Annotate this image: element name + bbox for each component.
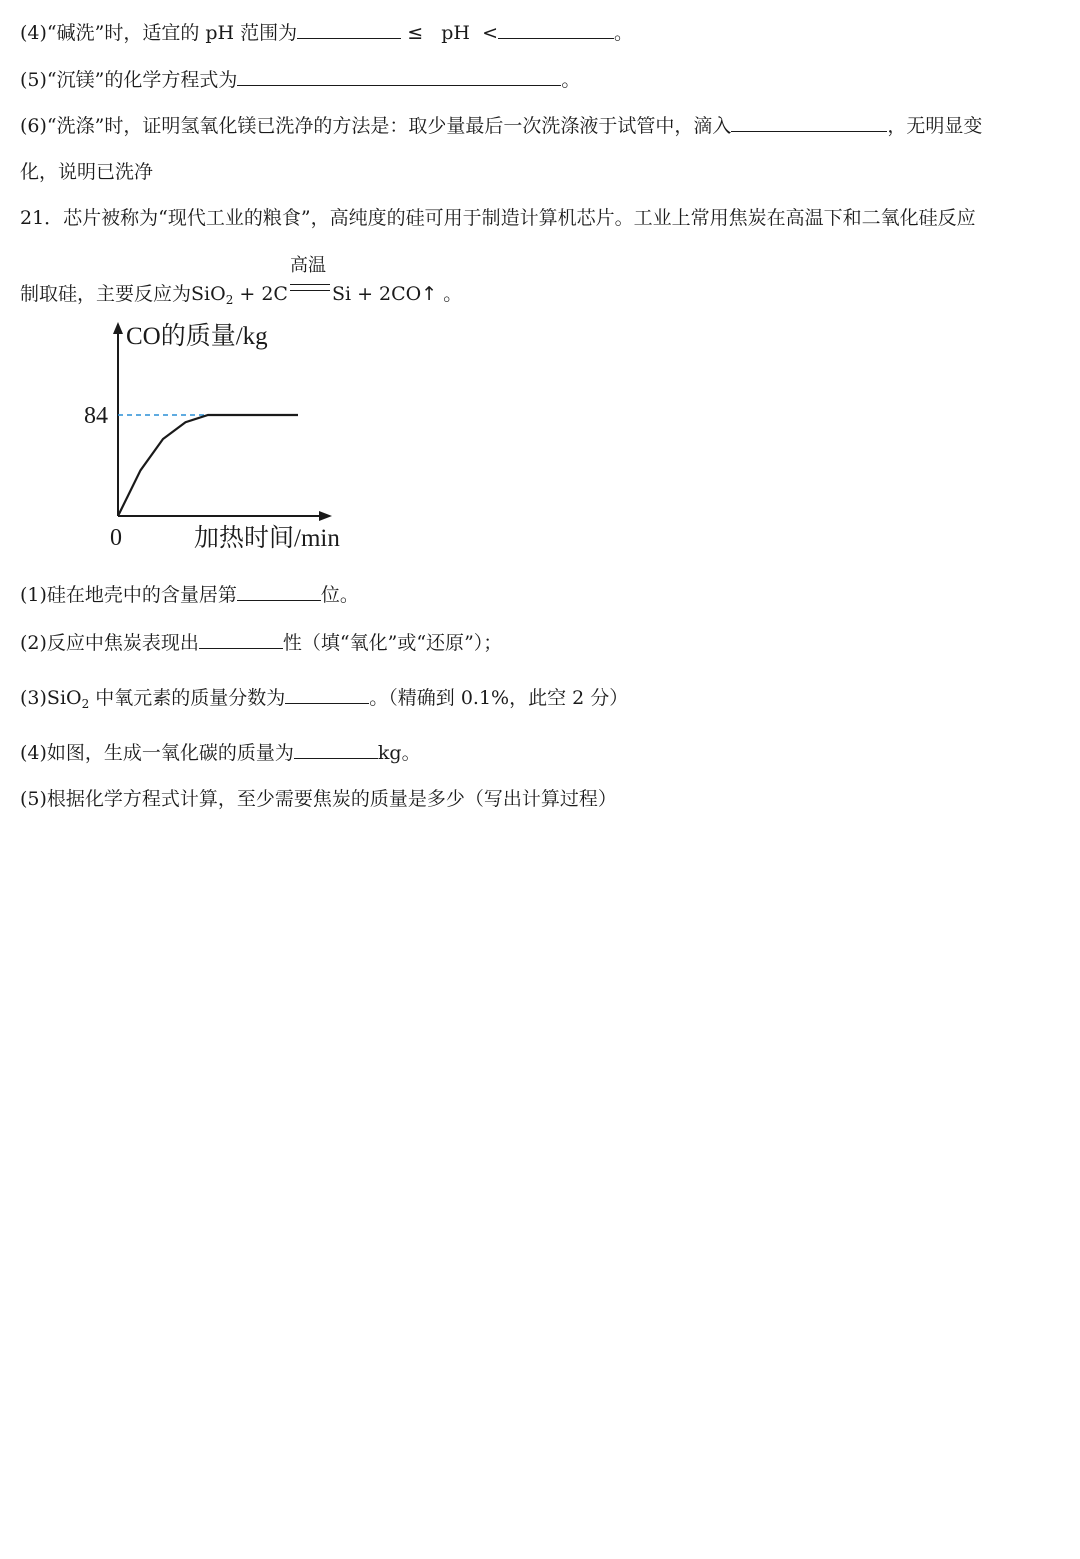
q6-blank[interactable] xyxy=(731,113,887,132)
s1-text: (1)硅在地壳中的含量居第 xyxy=(20,584,237,606)
y-tick-label: 84 xyxy=(84,403,108,429)
co-mass-chart xyxy=(70,318,370,558)
q6-cont-text: 化，说明已洗净 xyxy=(20,161,154,183)
question-4 xyxy=(20,20,633,45)
subq-4 xyxy=(20,740,421,765)
q5-end: 。 xyxy=(561,69,581,91)
q21-intro-text: 21．芯片被称为“现代工业的粮食”，高纯度的硅可用于制造计算机芯片。工业上常用焦炭在高温下和二氧化硅反应 xyxy=(20,207,976,229)
q5-text: (5)“沉镁”的化学方程式为 xyxy=(20,69,238,91)
subq-2 xyxy=(20,630,502,655)
eq-end: 。 xyxy=(437,283,463,305)
condition-label: 高温 xyxy=(289,255,326,276)
x-axis-label: 加热时间/min xyxy=(194,525,340,552)
origin-label: 0 xyxy=(110,525,122,551)
question-6 xyxy=(20,113,982,138)
subq-5 xyxy=(20,787,617,811)
s3-blank[interactable] xyxy=(285,685,369,704)
question-5 xyxy=(20,67,580,92)
y-axis-label: CO的质量/kg xyxy=(126,323,268,350)
s4-text: (4)如图，生成一氧化碳的质量为 xyxy=(20,742,294,764)
reaction-condition xyxy=(288,255,332,300)
question-21-intro xyxy=(20,206,976,230)
s1-blank[interactable] xyxy=(237,582,321,601)
gas-arrow-icon: ↑ xyxy=(421,283,438,305)
ph-text: pH xyxy=(441,22,470,44)
s2-end: 性（填“氧化”或“还原”）； xyxy=(282,632,503,654)
x-axis-arrow-icon xyxy=(319,511,332,521)
q4-text: (4)“碱洗”时，适宜的 pH 范围为 xyxy=(20,22,298,44)
s1-end: 位。 xyxy=(320,584,359,606)
eq-products: Si + 2CO xyxy=(331,283,422,305)
question-6-cont xyxy=(20,160,153,184)
s3-prefix: (3) xyxy=(20,687,47,709)
q4-blank-upper[interactable] xyxy=(498,20,614,39)
y-axis-arrow-icon xyxy=(113,322,123,334)
s3-end: 。（精确到 0.1%，此空 2 分） xyxy=(369,687,629,709)
s2-text: (2)反应中焦炭表现出 xyxy=(20,632,199,654)
s2-blank[interactable] xyxy=(199,630,283,649)
s3-sio: SiO xyxy=(46,687,82,709)
q6-mid: ，无明显变 xyxy=(887,115,983,137)
q4-end: 。 xyxy=(614,22,634,44)
eq-sio: SiO xyxy=(191,283,226,305)
s4-end: kg。 xyxy=(377,742,421,764)
s4-blank[interactable] xyxy=(294,740,378,759)
s3-sub: 2 xyxy=(81,697,90,711)
question-21-equation-line xyxy=(20,255,463,312)
subq-1 xyxy=(20,582,359,607)
eq-sub: 2 xyxy=(225,293,234,307)
q4-blank-lower[interactable] xyxy=(297,20,401,39)
co-mass-curve xyxy=(118,415,298,516)
lt-symbol: < xyxy=(482,22,498,44)
q5-blank[interactable] xyxy=(237,67,561,86)
le-symbol: ≤ xyxy=(407,22,424,44)
q6-text: (6)“洗涤”时，证明氢氧化镁已洗净的方法是：取少量最后一次洗涤液于试管中，滴入 xyxy=(20,115,732,137)
equal-sign-icon xyxy=(290,284,330,291)
subq-3 xyxy=(20,685,628,716)
s3-mid: 中氧元素的质量分数为 xyxy=(89,687,286,709)
q21-intro2-text: 制取硅，主要反应为 xyxy=(20,283,192,305)
s5-text: (5)根据化学方程式计算，至少需要焦炭的质量是多少（写出计算过程） xyxy=(20,788,617,810)
eq-plus2c: + 2C xyxy=(233,283,288,305)
